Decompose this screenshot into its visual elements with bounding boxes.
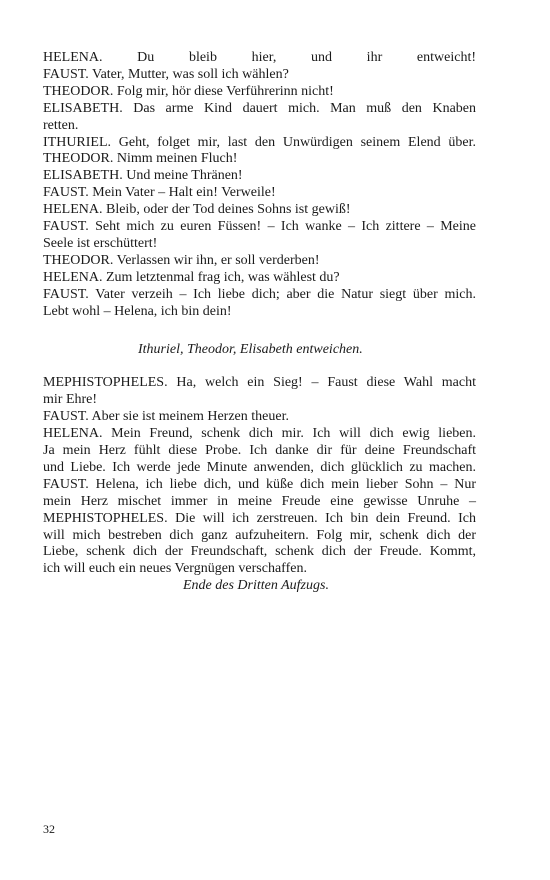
text-line: Seele ist erschüttert! — [43, 235, 158, 251]
text-line: Liebe, schenk dich der Freundschaft, schenk dich der Freude. Kommt, — [43, 544, 476, 560]
text-line: ELISABETH. Das arme Kind dauert mich. Man muß den Knaben — [43, 100, 476, 116]
stage-direction: Ithuriel, Theodor, Elisabeth entweichen. — [138, 341, 363, 357]
text-line: FAUST. Helena, ich liebe dich, und küße dich mein lieber Sohn – Nur — [43, 476, 476, 492]
text-line: HELENA. Bleib, oder der Tod deines Sohns ist gewiß! — [43, 202, 351, 218]
text-line: Lebt wohl – Helena, ich bin dein! — [43, 303, 232, 319]
text-line: THEODOR. Folg mir, hör diese Verführerinn nicht! — [43, 83, 334, 99]
text-line: ITHURIEL. Geht, folget mir, last den Unwürdigen seinem Elend über. — [43, 134, 476, 150]
text-line: will mich bestreben dich ganz aufzuheitern. Folg mir, schenk dich der — [43, 527, 476, 543]
text-line: HELENA. Zum letztenmal frag ich, was wählest du? — [43, 269, 340, 285]
text-line: FAUST. Vater, Mutter, was soll ich wählen? — [43, 66, 289, 82]
text-line: ELISABETH. Und meine Thränen! — [43, 168, 243, 184]
act-end-note: Ende des Dritten Aufzugs. — [183, 578, 329, 594]
text-line: MEPHISTOPHELES. Die will ich zerstreuen. Ich bin dein Freund. Ich — [43, 510, 476, 526]
text-line: FAUST. Seht mich zu euren Füssen! – Ich wanke – Ich zittere – Meine — [43, 219, 476, 235]
text-line: HELENA. Du bleib hier, und ihr entweicht! — [43, 50, 476, 65]
text-line: mir Ehre! — [43, 392, 98, 408]
text-line: THEODOR. Nimm meinen Fluch! — [43, 151, 238, 167]
text-line: retten. — [43, 117, 79, 133]
text-line: FAUST. Vater verzeih – Ich liebe dich; aber die Natur siegt über mich. — [43, 286, 476, 302]
text-line: Ja mein Herz fühlt diese Probe. Ich danke dir für deine Freundschaft — [43, 443, 476, 459]
page-number: 32 — [43, 822, 55, 836]
text-line: ich will euch ein neues Vergnügen verschaffen. — [43, 561, 307, 577]
text-line: MEPHISTOPHELES. Ha, welch ein Sieg! – Faust diese Wahl macht — [43, 375, 476, 391]
text-line: HELENA. Mein Freund, schenk dich mir. Ich will dich ewig lieben. — [43, 426, 476, 442]
text-line: FAUST. Aber sie ist meinem Herzen theuer. — [43, 409, 289, 425]
text-page — [43, 50, 476, 595]
text-line: und Liebe. Ich werde jede Minute anwenden, dich glücklich zu machen. — [43, 459, 476, 475]
dialogue-block-1 — [43, 50, 476, 321]
text-line: mein Herz mischet immer in meine Freude eine gewisse Unruhe – — [43, 493, 476, 509]
text-line: FAUST. Mein Vater – Halt ein! Verweile! — [43, 185, 276, 201]
text-line: THEODOR. Verlassen wir ihn, er soll verderben! — [43, 252, 320, 268]
dialogue-block-2 — [43, 375, 476, 578]
